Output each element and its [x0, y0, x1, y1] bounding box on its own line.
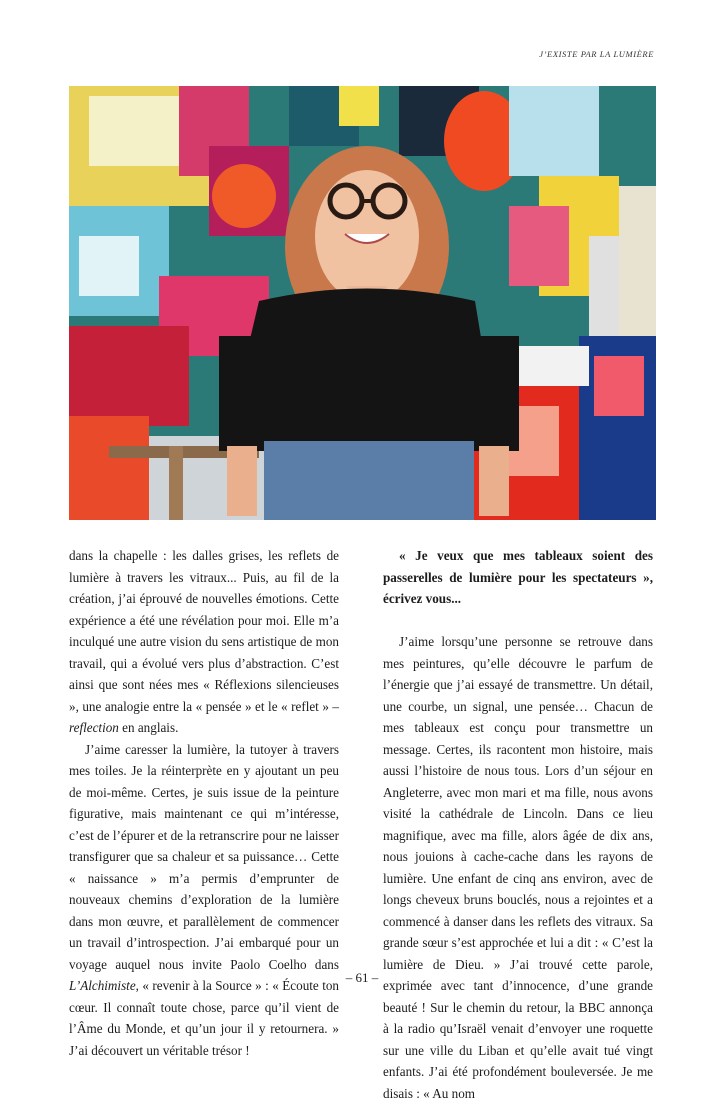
right-text-column — [383, 545, 653, 1104]
interview-question: « Je veux que mes tableaux soient des passerelles de lumière pour les spectateurs », écrivez vous... — [383, 548, 653, 606]
paragraph: J’aime caresser la lumière, la tutoyer à travers mes toiles. Je la réinterprète en y ajoutant un peu de moi-même. Certes, je suis issue de la peinture figurative, mais maintenant ce qui m’intéresse, c’est de l’épurer et de la retranscrire pour ne laisser transfigurer que sa chaleur et sa puissance… Cette « naissance » m’a permis d’emprunter de nouveaux chemins d’exploration de la lumière dans mon œuvre, et parallèlement de commencer un travail d’introspection. J’ai embarqué pour un voyage auquel nous invite Paolo Coelho dans L’Alchimiste, « revenir à la Source » : « Écoute ton cœur. Il connaît toute chose, parce qu’il vient de l’Âme du Monde, et qu’un jour il y retournera. » J’ai découvert un véritable trésor ! — [69, 741, 339, 1058]
running-head: J’EXISTE PAR LA LUMIÈRE — [539, 49, 654, 59]
artist-portrait-photo — [69, 86, 656, 520]
paragraph: dans la chapelle : les dalles grises, les reflets de lumière à travers les vitraux... Puis, au fil de la création, j’ai éprouvé de nouvelles émotions. Cette expérience a été une révélation pour moi. Elle m’a inculqué une autre vision du sens artistique de mon travail, qui a évolué vers plus d’abstraction. C’est ainsi que sont nées mes « Réflexions silencieuses », une analogie entre la « pensée » et le « reflet » – reflection en anglais. — [69, 548, 339, 735]
page-number: – 61 – — [345, 970, 379, 985]
interview-answer: J’aime lorsqu’une personne se retrouve dans mes peintures, qu’elle découvre le parfum de l’énergie que j’ai essayé de transmettre. Un détail, une courbe, un signal, une pensée… Chacun de mes tableaux est conçu pour transmettre un message. Certes, ils racontent mon histoire, mais aussi l’histoire de nous tous. Lors d’un séjour en Angleterre, avec mon mari et ma fille, nous avons visité la cathédrale de Lincoln. Dans ce lieu magnifique, avec ma fille, alors âgée de dix ans, nous jouions à cache-cache dans les rayons de lumière. Une enfant de cinq ans environ, avec de longs cheveux bruns bouclés, nous a rejointes et a commencé à danser dans les reflets des vitraux. Sa grande sœur s’est approchée et lui a dit : « C’est la lumière de Dieu. » J’ai trouvé cette parole, exprimée avec tant d’innocence, d’une grande beauté ! Sur le chemin du retour, la BBC annonça à la radio qu’Israël venait d’envoyer une roquette sur une ville du Liban et qu’elle avait tué vingt enfants. J’ai été profondément bouleversée. Je me disais : « Au nom — [383, 634, 653, 1101]
